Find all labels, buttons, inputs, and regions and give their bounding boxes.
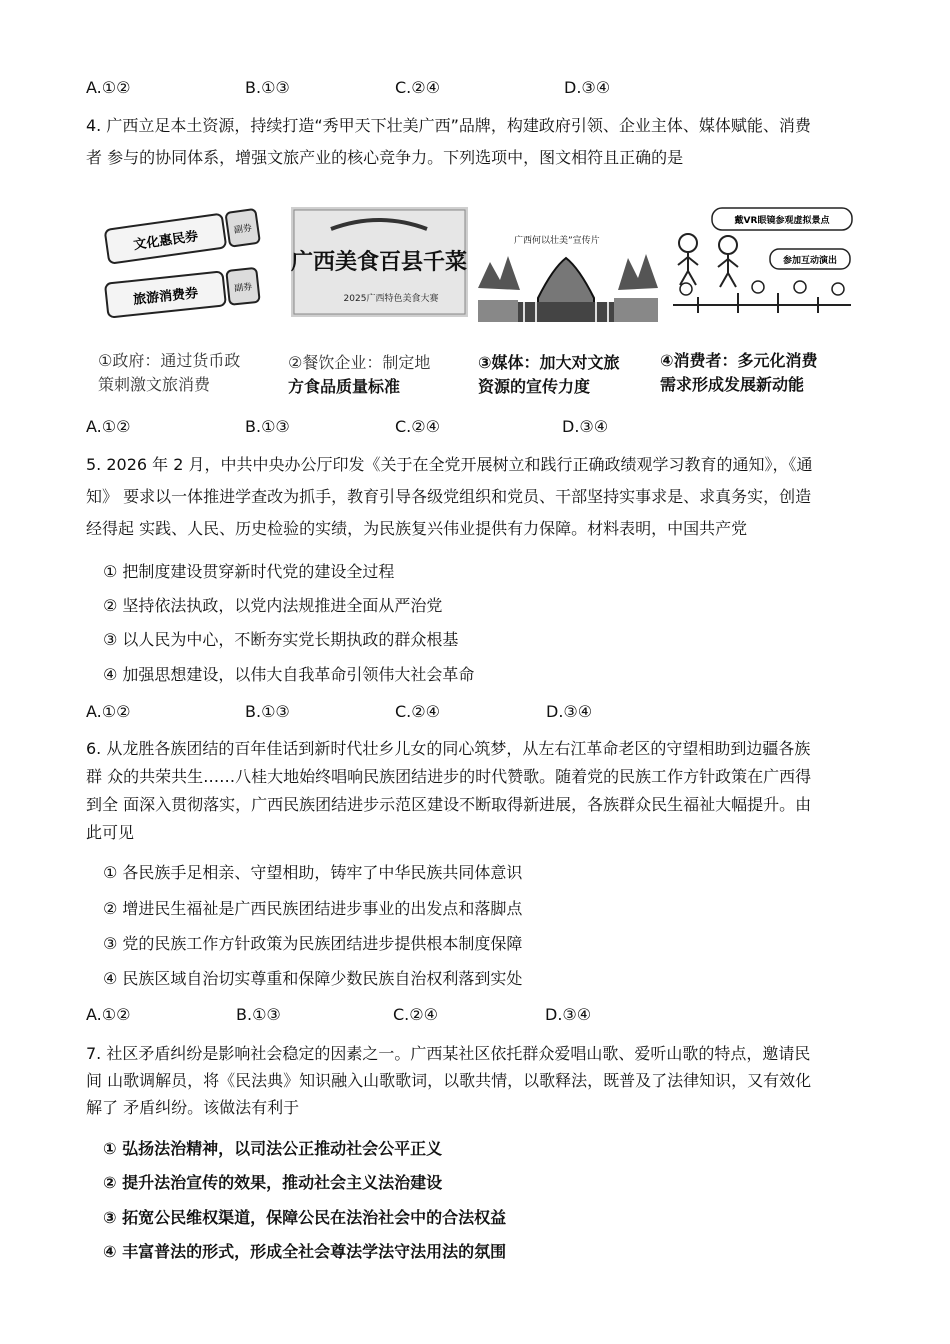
q6-stem-line: 到全 面深入贯彻落实，广西民族团结进步示范区建设不断取得新进展，各族群众民生福祉大幅提升。由 [86, 795, 812, 814]
q6-option-b: B.①③ [236, 1005, 281, 1024]
q4-option-a: A.①② [86, 417, 131, 436]
q5-item-1: ① 把制度建设贯穿新时代党的建设全过程 [103, 562, 395, 581]
q4-caption-4: ④消费者：多元化消费 需求形成发展新动能 [660, 351, 818, 394]
q6-option-d: D.③④ [545, 1005, 592, 1024]
q4-option-c: C.②④ [395, 417, 440, 436]
q6-option-a: A.①② [86, 1005, 131, 1024]
q6-stem-line: 此可见 [86, 823, 135, 842]
q5-option-d: D.③④ [546, 702, 593, 721]
q5-stem-line: 知》 要求以一体推进学查改为抓手，教育引导各级党组织和党员、干部坚持实事求是、求真务实，创造 [86, 487, 812, 506]
q6-item-2: ② 增进民生福祉是广西民族团结进步事业的出发点和落脚点 [103, 899, 523, 918]
q7-stem-line: 间 山歌调解员，将《民法典》知识融入山歌歌词，以歌共情，以歌释法，既普及了法律知识，又有效化 [86, 1071, 812, 1090]
q5-stem-line: 5. 2026 年 2 月，中共中央办公厅印发《关于在全党开展树立和践行正确政绩观学习教育的通知》，《通 [86, 455, 813, 474]
q6-stem-line: 6. 从龙胜各族团结的百年佳话到新时代壮乡儿女的同心筑梦，从左右江革命老区的守望相助到边疆各族 [86, 739, 811, 758]
cartoon-bubble: 戴VR眼镜参观虚拟景点 [734, 216, 830, 226]
q5-item-4: ④ 加强思想建设，以伟大自我革命引领伟大社会革命 [103, 665, 475, 684]
poster-title: 广西美食百县千菜 [291, 249, 468, 275]
q7-stem-line: 解了 矛盾纠纷。该做法有利于 [86, 1098, 300, 1117]
q4-stem-line: 4. 广西立足本土资源，持续打造“秀甲天下壮美广西”品牌，构建政府引领、企业主体、媒体赋能、消费 [86, 116, 811, 135]
q5-stem-line: 经得起 实践、人民、历史检验的实绩，为民族复兴伟业提供有力保障。材料表明，中国共产党 [86, 519, 748, 538]
cartoon-bubble: 参加互动演出 [782, 256, 838, 266]
q6-stem-line: 群 众的共荣共生……八桂大地始终唱响民族团结进步的时代赞歌。随着党的民族工作方针政策在广西得 [86, 767, 812, 786]
q6-item-4: ④ 民族区域自治切实尊重和保障少数民族自治权利落到实处 [103, 969, 523, 988]
promo-film-image [478, 228, 658, 322]
q4-option-b: B.①③ [245, 417, 290, 436]
q7-stem-line: 7. 社区矛盾纠纷是影响社会稳定的因素之一。广西某社区依托群众爱唱山歌、爱听山歌的特点，邀请民 [86, 1044, 811, 1063]
consumers-cartoon-image [668, 205, 856, 323]
q4-caption-3: ③媒体：加大对文旅 资源的宣传力度 [478, 353, 620, 396]
q6-item-3: ③ 党的民族工作方针政策为民族团结进步提供根本制度保障 [103, 934, 523, 953]
q3-option-d: D.③④ [564, 78, 611, 97]
q5-item-3: ③ 以人民为中心，不断夯实党长期执政的群众根基 [103, 630, 459, 649]
q3-option-a: A.①② [86, 78, 131, 97]
q4-stem-line: 者 参与的协同体系，增强文旅产业的核心竞争力。下列选项中，图文相符且正确的是 [86, 148, 684, 167]
q4-option-d: D.③④ [562, 417, 609, 436]
q7-item-4: ④ 丰富普法的形式，形成全社会尊法学法守法用法的氛围 [103, 1242, 507, 1261]
q3-option-b: B.①③ [245, 78, 290, 97]
ticket-label: 旅游消费券 [132, 286, 199, 308]
q7-item-1: ① 弘扬法治精神，以司法公正推动社会公平正义 [103, 1139, 443, 1158]
ticket-label: 文化惠民券 [132, 229, 200, 254]
q7-item-2: ② 提升法治宣传的效果，推动社会主义法治建设 [103, 1173, 443, 1192]
q5-option-c: C.②④ [395, 702, 440, 721]
q5-item-2: ② 坚持依法执政，以党内法规推进全面从严治党 [103, 596, 443, 615]
q6-option-c: C.②④ [393, 1005, 438, 1024]
q5-option-b: B.①③ [245, 702, 290, 721]
q6-item-1: ① 各民族手足相亲、守望相助，铸牢了中华民族共同体意识 [103, 863, 523, 882]
poster-subtitle: 2025广西特色美食大赛 [343, 294, 439, 304]
ticket-stub-label: 副券 [233, 223, 253, 236]
promo-film-title: 广西何以壮美”宣传片 [514, 236, 600, 246]
q4-caption-2: ②餐饮企业：制定地 方食品质量标准 [288, 353, 431, 396]
q5-option-a: A.①② [86, 702, 131, 721]
q3-option-c: C.②④ [395, 78, 440, 97]
q4-caption-1: ①政府：通过货币政 策刺激文旅消费 [98, 351, 241, 394]
ticket-stub-label: 副券 [233, 282, 253, 295]
voucher-tickets-image [100, 205, 270, 320]
q7-item-3: ③ 拓宽公民维权渠道，保障公民在法治社会中的合法权益 [103, 1208, 507, 1227]
food-contest-poster-image [291, 207, 468, 317]
